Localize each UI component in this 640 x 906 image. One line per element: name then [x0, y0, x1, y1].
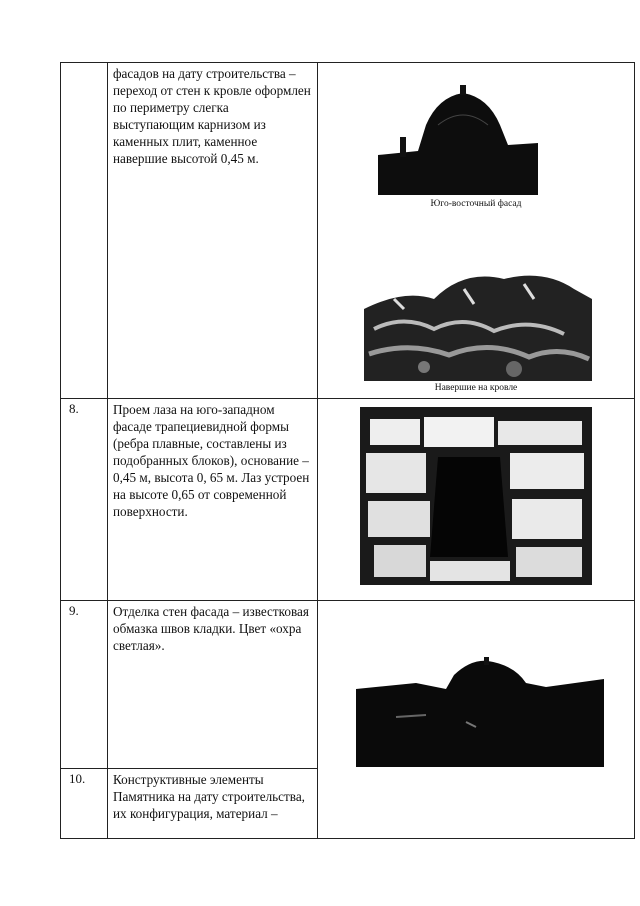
photo-southeast-facade	[378, 85, 538, 195]
row-description: Конструктивные элементы Памятника на дату строительства, их конфигурация, материал –	[108, 769, 318, 839]
row-photos	[318, 63, 635, 399]
row-number	[61, 63, 108, 399]
table-row	[61, 63, 635, 399]
row-photos	[318, 399, 635, 601]
row-photos	[318, 601, 635, 839]
row-description: Отделка стен фасада – известковая обмазка швов кладки. Цвет «охра светлая».	[108, 601, 318, 769]
monument-table	[60, 62, 635, 839]
row-number: 10.	[61, 769, 108, 839]
row-number: 9.	[61, 601, 108, 769]
table-row	[61, 399, 635, 601]
photo-facade-finish	[356, 657, 604, 767]
caption-southeast-facade: Юго-восточный фасад	[430, 199, 522, 209]
caption-roof-finial: Навершие на кровле	[434, 383, 518, 393]
row-number: 8.	[61, 399, 108, 601]
row-description: Проем лаза на юго-западном фасаде трапециевидной формы (ребра плавные, составлены из подобранных блоков), основание – 0,45 м, высота 0, 65 м. Лаз устроен на высоте 0,65 от современной поверхности.	[108, 399, 318, 601]
photo-roof-finial	[364, 259, 592, 381]
photo-entrance-opening	[360, 407, 592, 585]
table-row	[61, 601, 635, 769]
row-description: фасадов на дату строительства – переход от стен к кровле оформлен по периметру слегка выступающим карнизом из каменных плит, каменное навершие высотой 0,45 м.	[108, 63, 318, 399]
